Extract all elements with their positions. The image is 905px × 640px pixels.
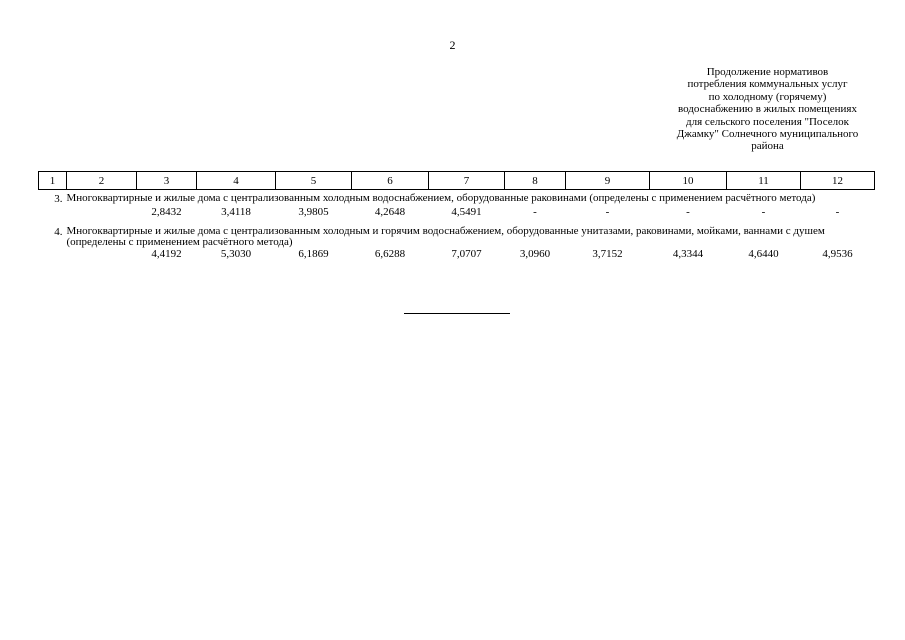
column-header: 4	[197, 172, 276, 190]
column-header: 5	[276, 172, 352, 190]
table-row-values	[39, 205, 875, 223]
table-cell: 4,5491	[451, 206, 482, 218]
table-cell: -	[686, 206, 690, 218]
caption-line: Продолжение нормативов	[706, 66, 829, 78]
table-cell: 3,4118	[221, 206, 251, 218]
table-row-description	[39, 190, 875, 206]
table-cell: 3,0960	[519, 248, 551, 260]
column-header: 3	[137, 172, 197, 190]
caption-line: водоснабжению в жилых помещениях	[678, 103, 857, 116]
column-header: 11	[727, 172, 801, 190]
document-caption	[650, 66, 885, 153]
header-row	[39, 172, 875, 190]
table-cell: -	[761, 206, 766, 218]
table-cell: 4,3344	[672, 248, 704, 260]
norms-table	[38, 171, 875, 265]
table-cell: 6,6288	[374, 248, 406, 260]
table-row-description	[39, 223, 875, 247]
caption-line: для сельского поселения "Поселок	[686, 115, 849, 128]
page-number: 2	[449, 38, 456, 52]
column-header: 10	[650, 172, 727, 190]
column-header: 9	[566, 172, 650, 190]
table-cell: 5,3030	[220, 248, 252, 260]
table-cell: -	[533, 206, 537, 218]
table-cell: 3,9805	[298, 206, 329, 218]
column-header: 12	[801, 172, 875, 190]
table-cell: 2,8432	[151, 206, 182, 218]
table-cell: 4,9536	[822, 248, 853, 260]
table-cell: 3,7152	[592, 248, 623, 260]
row-description: Многоквартирные и жилые дома с централизованным холодным водоснабжением, оборудованные раковинами (определены с применением расчётного метода)	[66, 192, 816, 204]
caption-line: Джамку" Солнечного муниципального	[676, 128, 859, 141]
table-cell: 4,4192	[151, 248, 182, 260]
column-header: 6	[352, 172, 429, 190]
column-header: 8	[505, 172, 566, 190]
row-number: 4.	[54, 226, 63, 238]
table-cell: -	[835, 206, 840, 218]
table-cell: 4,2648	[374, 206, 406, 218]
end-divider-line	[404, 313, 510, 314]
table-cell: 7,0707	[451, 248, 482, 260]
table-cell: 4,6440	[748, 248, 779, 260]
caption-line: потребления коммунальных услуг	[687, 78, 848, 91]
table-row-values	[39, 247, 875, 265]
row-number: 3.	[54, 193, 63, 205]
caption-line: района	[751, 140, 784, 153]
column-header: 7	[429, 172, 505, 190]
row-description: Многоквартирные и жилые дома с централизованным холодным и горячим водоснабжением, оборудованные унитазами, раковинами, мойками, ваннами с душем (определены с применением расчётного метода)	[66, 225, 825, 248]
table-cell: -	[605, 206, 610, 218]
column-header: 2	[67, 172, 137, 190]
column-header: 1	[39, 172, 67, 190]
table-cell: 6,1869	[298, 248, 329, 260]
caption-line: по холодному (горячему)	[708, 90, 827, 103]
